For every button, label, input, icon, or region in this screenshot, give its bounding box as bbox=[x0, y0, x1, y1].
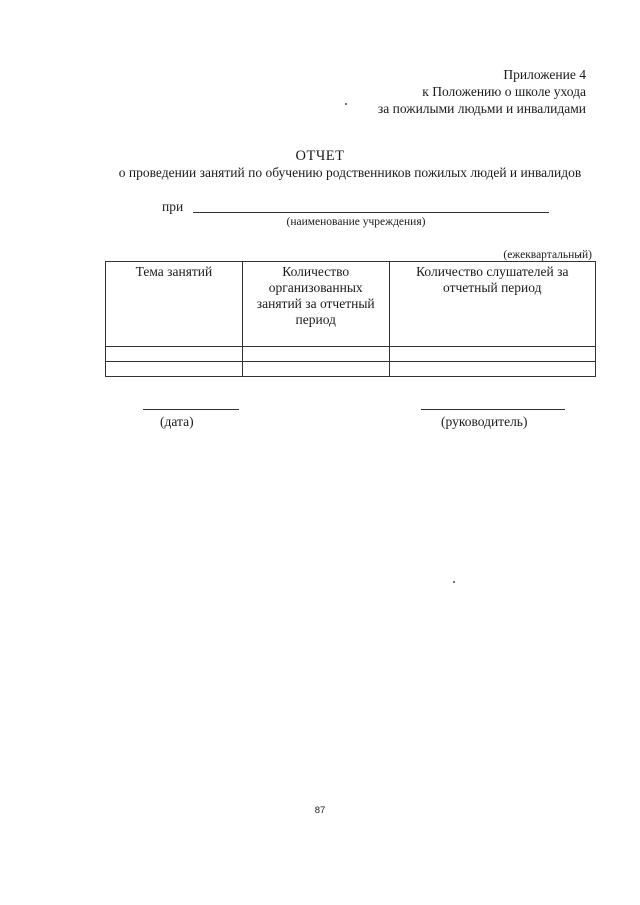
appendix-reference: к Положению о школе ухода bbox=[422, 84, 586, 99]
report-table bbox=[105, 261, 596, 377]
table-cell[interactable] bbox=[389, 362, 595, 377]
head-signature-line bbox=[421, 409, 565, 410]
table-row bbox=[106, 347, 596, 362]
report-title: ОТЧЕТ bbox=[295, 148, 345, 164]
head-caption: (руководитель) bbox=[441, 414, 528, 429]
report-subtitle: о проведении занятий по обучению родственников пожилых людей и инвалидов bbox=[118, 165, 582, 180]
table-row bbox=[106, 362, 596, 377]
header-sessions-count: Количество организованных занятий за отчетный период bbox=[242, 262, 389, 347]
table-cell[interactable] bbox=[242, 347, 389, 362]
table-header-row bbox=[106, 262, 596, 347]
appendix-number: Приложение 4 bbox=[503, 67, 586, 82]
table-cell[interactable] bbox=[389, 347, 595, 362]
scan-speck bbox=[453, 581, 455, 583]
scan-speck bbox=[345, 103, 347, 105]
period-label: (ежеквартальный) bbox=[503, 249, 592, 261]
appendix-subject: за пожилыми людьми и инвалидами bbox=[377, 101, 586, 116]
institution-caption: (наименование учреждения) bbox=[286, 216, 426, 228]
table-cell[interactable] bbox=[106, 347, 243, 362]
institution-fill-line bbox=[193, 212, 549, 213]
institution-prefix: при bbox=[162, 199, 184, 214]
appendix-block bbox=[378, 66, 586, 117]
date-signature-line bbox=[143, 409, 239, 410]
header-topic: Тема занятий bbox=[106, 262, 243, 347]
table-cell[interactable] bbox=[242, 362, 389, 377]
page-number: 87 bbox=[314, 805, 326, 816]
header-listeners-count: Количество слушателей за отчетный период bbox=[389, 262, 595, 347]
date-caption: (дата) bbox=[160, 414, 194, 429]
table-cell[interactable] bbox=[106, 362, 243, 377]
